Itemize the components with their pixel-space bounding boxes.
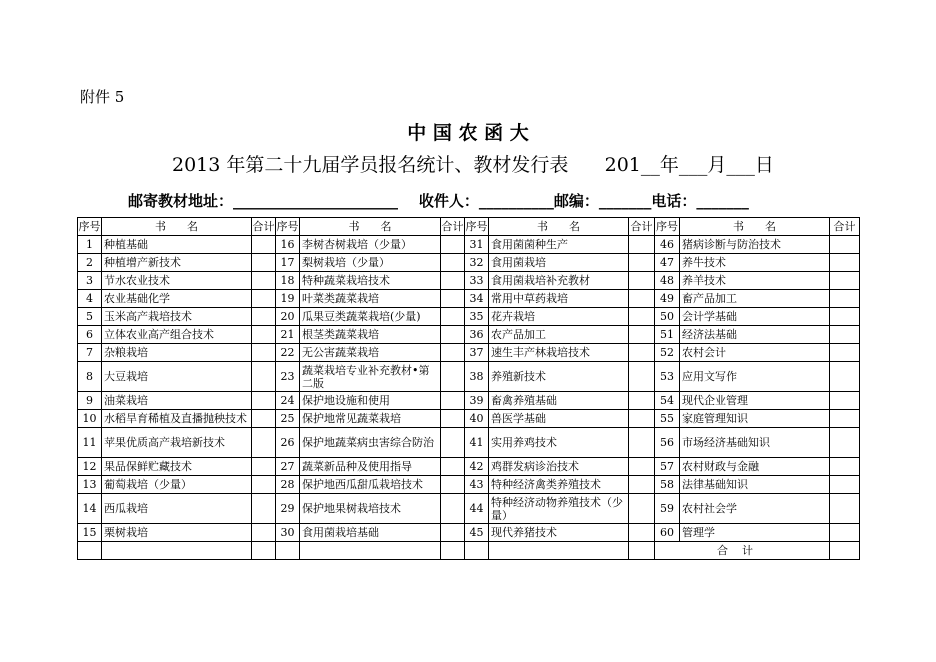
book-name: 市场经济基础知识 — [680, 428, 830, 458]
seq-number: 52 — [655, 344, 680, 362]
book-name: 食用菌栽培基础 — [300, 524, 441, 542]
seq-number: 27 — [276, 458, 300, 476]
book-name: 西瓜栽培 — [102, 494, 252, 524]
seq-number: 57 — [655, 458, 680, 476]
total-cell[interactable] — [830, 290, 860, 308]
attachment-label: 附件 5 — [80, 88, 125, 106]
book-name: 养牛技术 — [680, 254, 830, 272]
seq-number: 36 — [465, 326, 489, 344]
total-cell[interactable] — [441, 236, 465, 254]
table-row — [78, 272, 860, 290]
book-name: 保护地果树栽培技术 — [300, 494, 441, 524]
book-name: 保护地蔬菜病虫害综合防治 — [300, 428, 441, 458]
header-book-name: 书 名 — [300, 218, 441, 236]
book-name: 法律基础知识 — [680, 476, 830, 494]
book-name: 应用文写作 — [680, 362, 830, 392]
total-cell[interactable] — [252, 410, 276, 428]
book-name: 养羊技术 — [680, 272, 830, 290]
table-row — [78, 362, 860, 392]
seq-number: 23 — [276, 362, 300, 392]
header-book-name: 书 名 — [680, 218, 830, 236]
book-name: 农村财政与金融 — [680, 458, 830, 476]
total-cell[interactable] — [441, 326, 465, 344]
total-cell[interactable] — [830, 392, 860, 410]
total-cell[interactable] — [441, 272, 465, 290]
total-cell[interactable] — [830, 362, 860, 392]
book-name: 玉米高产栽培技术 — [102, 308, 252, 326]
seq-number: 43 — [465, 476, 489, 494]
total-cell[interactable] — [252, 326, 276, 344]
total-cell[interactable] — [252, 458, 276, 476]
table-row — [78, 524, 860, 542]
total-cell[interactable] — [629, 428, 655, 458]
book-name: 梨树栽培（少量） — [300, 254, 441, 272]
book-name: 速生丰产林栽培技术 — [489, 344, 629, 362]
table-row — [78, 458, 860, 476]
book-name: 农业基础化学 — [102, 290, 252, 308]
total-cell[interactable] — [252, 272, 276, 290]
book-name: 无公害蔬菜栽培 — [300, 344, 441, 362]
book-name: 经济法基础 — [680, 326, 830, 344]
seq-number: 50 — [655, 308, 680, 326]
blank-cell — [465, 542, 489, 560]
book-name: 特种经济禽类养殖技术 — [489, 476, 629, 494]
form-title: 2013 年第二十九届学员报名统计、教材发行表 201__年___月___日 — [172, 154, 774, 176]
seq-number: 6 — [78, 326, 102, 344]
total-cell[interactable] — [441, 410, 465, 428]
seq-number: 20 — [276, 308, 300, 326]
seq-number: 24 — [276, 392, 300, 410]
table-row — [78, 494, 860, 524]
book-name: 管理学 — [680, 524, 830, 542]
seq-number: 48 — [655, 272, 680, 290]
header-book-name: 书 名 — [102, 218, 252, 236]
blank-cell — [489, 542, 629, 560]
total-cell[interactable] — [441, 428, 465, 458]
seq-number: 10 — [78, 410, 102, 428]
book-name: 畜禽养殖基础 — [489, 392, 629, 410]
total-cell[interactable] — [441, 254, 465, 272]
total-cell[interactable] — [252, 494, 276, 524]
grand-total-cell[interactable] — [830, 542, 860, 560]
total-cell[interactable] — [441, 476, 465, 494]
total-cell[interactable] — [629, 326, 655, 344]
seq-number: 26 — [276, 428, 300, 458]
book-name: 兽医学基础 — [489, 410, 629, 428]
book-name: 苹果优质高产栽培新技术 — [102, 428, 252, 458]
total-cell[interactable] — [441, 524, 465, 542]
total-cell[interactable] — [629, 290, 655, 308]
seq-number: 34 — [465, 290, 489, 308]
total-cell[interactable] — [629, 524, 655, 542]
table-row — [78, 236, 860, 254]
book-name: 蔬菜栽培专业补充教材•第二版 — [300, 362, 441, 392]
book-name: 农村社会学 — [680, 494, 830, 524]
seq-number: 17 — [276, 254, 300, 272]
seq-number: 53 — [655, 362, 680, 392]
total-cell[interactable] — [441, 392, 465, 410]
seq-number: 60 — [655, 524, 680, 542]
book-order-table — [77, 217, 860, 560]
table-row — [78, 392, 860, 410]
seq-number: 8 — [78, 362, 102, 392]
total-cell[interactable] — [830, 254, 860, 272]
total-cell[interactable] — [629, 308, 655, 326]
total-cell[interactable] — [830, 476, 860, 494]
seq-number: 3 — [78, 272, 102, 290]
book-name: 瓜果豆类蔬菜栽培(少量) — [300, 308, 441, 326]
seq-number: 13 — [78, 476, 102, 494]
seq-number: 30 — [276, 524, 300, 542]
blank-cell — [629, 542, 655, 560]
seq-number: 41 — [465, 428, 489, 458]
seq-number: 59 — [655, 494, 680, 524]
header-seq: 序号 — [78, 218, 102, 236]
seq-number: 18 — [276, 272, 300, 290]
blank-cell — [441, 542, 465, 560]
total-row — [78, 542, 860, 560]
book-name: 养殖新技术 — [489, 362, 629, 392]
header-row — [78, 218, 860, 236]
seq-number: 39 — [465, 392, 489, 410]
book-name: 根茎类蔬菜栽培 — [300, 326, 441, 344]
seq-number: 56 — [655, 428, 680, 458]
blank-cell — [102, 542, 252, 560]
total-cell[interactable] — [441, 494, 465, 524]
seq-number: 2 — [78, 254, 102, 272]
book-name: 大豆栽培 — [102, 362, 252, 392]
seq-number: 45 — [465, 524, 489, 542]
total-cell[interactable] — [252, 236, 276, 254]
blank-cell — [276, 542, 300, 560]
header-total: 合计 — [830, 218, 860, 236]
seq-number: 42 — [465, 458, 489, 476]
seq-number: 11 — [78, 428, 102, 458]
book-name: 实用养鸡技术 — [489, 428, 629, 458]
book-name: 畜产品加工 — [680, 290, 830, 308]
seq-number: 58 — [655, 476, 680, 494]
book-name: 鸡群发病诊治技术 — [489, 458, 629, 476]
total-cell[interactable] — [252, 290, 276, 308]
book-name: 立体农业高产组合技术 — [102, 326, 252, 344]
total-cell[interactable] — [629, 458, 655, 476]
seq-number: 29 — [276, 494, 300, 524]
seq-number: 7 — [78, 344, 102, 362]
total-cell[interactable] — [629, 272, 655, 290]
total-cell[interactable] — [830, 428, 860, 458]
seq-number: 54 — [655, 392, 680, 410]
total-cell[interactable] — [629, 344, 655, 362]
table-row — [78, 428, 860, 458]
seq-number: 51 — [655, 326, 680, 344]
total-cell[interactable] — [252, 308, 276, 326]
seq-number: 33 — [465, 272, 489, 290]
book-name: 保护地常见蔬菜栽培 — [300, 410, 441, 428]
total-cell[interactable] — [441, 362, 465, 392]
book-name: 食用菌菌种生产 — [489, 236, 629, 254]
book-name: 会计学基础 — [680, 308, 830, 326]
total-cell[interactable] — [830, 236, 860, 254]
seq-number: 1 — [78, 236, 102, 254]
seq-number: 49 — [655, 290, 680, 308]
blank-cell — [252, 542, 276, 560]
total-cell[interactable] — [830, 272, 860, 290]
total-cell[interactable] — [830, 494, 860, 524]
seq-number: 4 — [78, 290, 102, 308]
header-total: 合计 — [252, 218, 276, 236]
seq-number: 15 — [78, 524, 102, 542]
organization-name: 中 国 农 函 大 — [407, 122, 529, 144]
total-cell[interactable] — [629, 494, 655, 524]
book-name: 水稻旱育稀植及直播抛秧技术 — [102, 410, 252, 428]
total-cell[interactable] — [252, 476, 276, 494]
total-cell[interactable] — [629, 254, 655, 272]
seq-number: 9 — [78, 392, 102, 410]
book-name: 农产品加工 — [489, 326, 629, 344]
header-seq: 序号 — [276, 218, 300, 236]
table-row — [78, 326, 860, 344]
total-cell[interactable] — [629, 362, 655, 392]
total-cell[interactable] — [252, 392, 276, 410]
total-cell[interactable] — [252, 428, 276, 458]
header-seq: 序号 — [465, 218, 489, 236]
seq-number: 21 — [276, 326, 300, 344]
book-name: 现代企业管理 — [680, 392, 830, 410]
header-book-name: 书 名 — [489, 218, 629, 236]
book-name: 现代养猪技术 — [489, 524, 629, 542]
seq-number: 22 — [276, 344, 300, 362]
book-name: 栗树栽培 — [102, 524, 252, 542]
total-cell[interactable] — [252, 524, 276, 542]
book-name: 食用菌栽培补充教材 — [489, 272, 629, 290]
book-name: 保护地设施和使用 — [300, 392, 441, 410]
total-cell[interactable] — [629, 236, 655, 254]
book-name: 特种蔬菜栽培技术 — [300, 272, 441, 290]
total-cell[interactable] — [252, 344, 276, 362]
grand-total-label: 合计 — [655, 542, 830, 560]
book-name: 保护地西瓜甜瓜栽培技术 — [300, 476, 441, 494]
table-body — [78, 218, 860, 560]
book-name: 猪病诊断与防治技术 — [680, 236, 830, 254]
total-cell[interactable] — [830, 458, 860, 476]
book-name: 李树杏树栽培（少量） — [300, 236, 441, 254]
seq-number: 14 — [78, 494, 102, 524]
total-cell[interactable] — [252, 362, 276, 392]
total-cell[interactable] — [252, 254, 276, 272]
total-cell[interactable] — [830, 344, 860, 362]
seq-number: 28 — [276, 476, 300, 494]
book-name: 家庭管理知识 — [680, 410, 830, 428]
book-name: 杂粮栽培 — [102, 344, 252, 362]
seq-number: 25 — [276, 410, 300, 428]
total-cell[interactable] — [441, 308, 465, 326]
seq-number: 44 — [465, 494, 489, 524]
total-cell[interactable] — [830, 410, 860, 428]
book-name: 叶菜类蔬菜栽培 — [300, 290, 441, 308]
table-row — [78, 344, 860, 362]
seq-number: 5 — [78, 308, 102, 326]
total-cell[interactable] — [629, 410, 655, 428]
book-name: 种植基础 — [102, 236, 252, 254]
book-name: 种植增产新技术 — [102, 254, 252, 272]
seq-number: 32 — [465, 254, 489, 272]
book-name: 花卉栽培 — [489, 308, 629, 326]
book-name: 油菜栽培 — [102, 392, 252, 410]
total-cell[interactable] — [830, 524, 860, 542]
seq-number: 16 — [276, 236, 300, 254]
seq-number: 31 — [465, 236, 489, 254]
blank-cell — [78, 542, 102, 560]
header-total: 合计 — [629, 218, 655, 236]
table-row — [78, 476, 860, 494]
blank-cell — [300, 542, 441, 560]
seq-number: 47 — [655, 254, 680, 272]
book-name: 葡萄栽培（少量） — [102, 476, 252, 494]
seq-number: 37 — [465, 344, 489, 362]
total-cell[interactable] — [830, 326, 860, 344]
book-name: 蔬菜新品种及使用指导 — [300, 458, 441, 476]
total-cell[interactable] — [441, 458, 465, 476]
header-seq: 序号 — [655, 218, 680, 236]
total-cell[interactable] — [441, 344, 465, 362]
table-row — [78, 290, 860, 308]
book-name: 农村会计 — [680, 344, 830, 362]
table-row — [78, 410, 860, 428]
total-cell[interactable] — [830, 308, 860, 326]
table-row — [78, 308, 860, 326]
seq-number: 38 — [465, 362, 489, 392]
total-cell[interactable] — [441, 290, 465, 308]
seq-number: 46 — [655, 236, 680, 254]
book-name: 节水农业技术 — [102, 272, 252, 290]
total-cell[interactable] — [629, 476, 655, 494]
seq-number: 55 — [655, 410, 680, 428]
table-row — [78, 254, 860, 272]
seq-number: 12 — [78, 458, 102, 476]
total-cell[interactable] — [629, 392, 655, 410]
book-name: 果品保鲜贮藏技术 — [102, 458, 252, 476]
seq-number: 19 — [276, 290, 300, 308]
book-name: 常用中草药栽培 — [489, 290, 629, 308]
book-name: 食用菌栽培 — [489, 254, 629, 272]
seq-number: 35 — [465, 308, 489, 326]
header-total: 合计 — [441, 218, 465, 236]
book-name: 特种经济动物养殖技术（少量） — [489, 494, 629, 524]
mailing-info-line: 邮寄教材地址：______________________ 收件人：__________邮编：_______电话：_______ — [128, 192, 749, 210]
seq-number: 40 — [465, 410, 489, 428]
